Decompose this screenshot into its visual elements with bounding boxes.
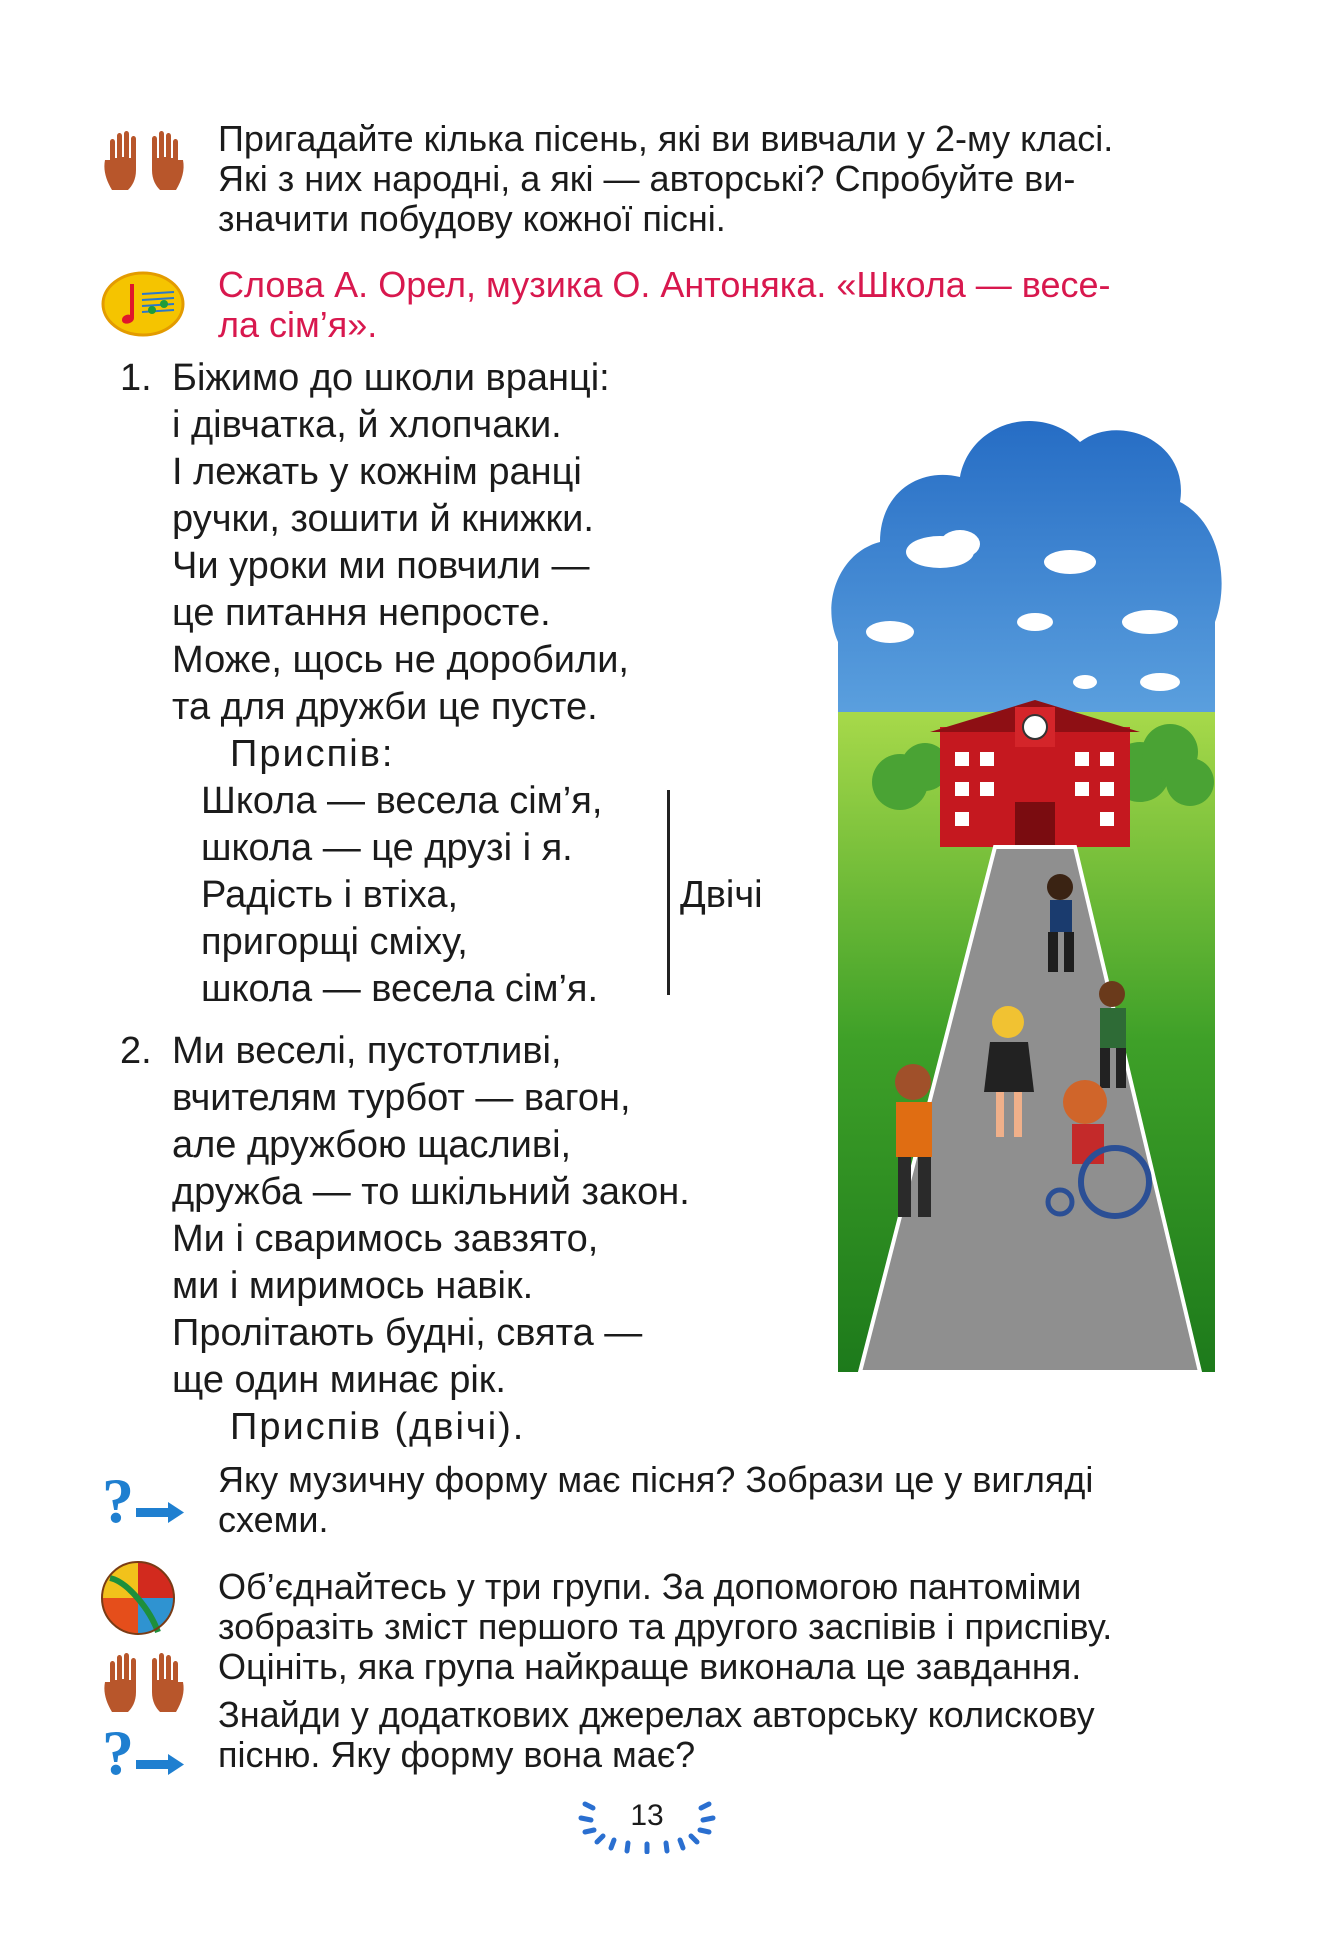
- verse-line: і дівчатка, й хлопчаки.: [172, 404, 562, 446]
- task-line: Об’єднайтесь у три групи. За допомогою пантоміми: [218, 1566, 1082, 1607]
- verse-number: 1.: [120, 357, 152, 399]
- verse-line: Чи уроки ми повчили —: [172, 545, 590, 587]
- intro-line: Які з них народні, а які — авторські? Спробуйте ви-: [218, 158, 1076, 199]
- verse-line: Може, щось не доробили,: [172, 639, 629, 681]
- chorus: [201, 778, 602, 1013]
- verse-line: ми і миримось навік.: [172, 1265, 534, 1307]
- song-credit-line: ла сім’я».: [218, 304, 378, 345]
- chorus-ref: Приспів (двічі).: [230, 1406, 526, 1448]
- verse-number: 2.: [120, 1030, 152, 1072]
- chorus-line: школа — це друзі і я.: [201, 827, 573, 869]
- verse-line: І лежать у кожнім ранці: [172, 451, 582, 493]
- verse-line: Біжимо до школи вранці:: [172, 357, 610, 399]
- page-number: 13: [630, 1799, 664, 1832]
- task-line: пісню. Яку форму вона має?: [218, 1734, 696, 1775]
- verse-line: Ми веселі, пустотливі,: [172, 1030, 562, 1072]
- hands-icon: [100, 1652, 188, 1714]
- chorus-line: Радість і втіха,: [201, 874, 459, 916]
- chorus-title: Приспів:: [230, 733, 395, 775]
- task-line: Оцініть, яка група найкраще виконала це завдання.: [218, 1646, 1082, 1687]
- task-line: Знайди у додаткових джерелах авторську колискову: [218, 1694, 1095, 1735]
- task-line: Яку музичну форму має пісня? Зобрази це у вигляді: [218, 1459, 1094, 1500]
- school-illustration: [820, 382, 1232, 1372]
- verse-line: Пролітають будні, свята —: [172, 1312, 643, 1354]
- verse-line: вчителям турбот — вагон,: [172, 1077, 631, 1119]
- ball-icon: [100, 1560, 176, 1636]
- chorus-line: пригорщі сміху,: [201, 921, 468, 963]
- task-1: [218, 1460, 1218, 1540]
- intro-line: Пригадайте кілька пісень, які ви вивчали у 2-му класі.: [218, 118, 1114, 159]
- svg-text:?: ?: [102, 1720, 134, 1784]
- repeat-label: Двічі: [680, 874, 763, 916]
- song-credit: [218, 265, 1218, 345]
- hands-icon: [100, 130, 188, 192]
- verse-line: Ми і сваримось завзято,: [172, 1218, 599, 1260]
- verse-line: але дружбою щасливі,: [172, 1124, 572, 1166]
- task-3: [218, 1695, 1218, 1775]
- intro-text: [218, 119, 1218, 239]
- question-arrow-icon: [100, 1720, 186, 1784]
- chorus-line: школа — весела сім’я.: [201, 968, 599, 1010]
- task-line: схеми.: [218, 1499, 329, 1540]
- intro-line: значити побудову кожної пісні.: [218, 198, 726, 239]
- song-credit-line: Слова А. Орел, музика О. Антоняка. «Школа — весе-: [218, 264, 1111, 305]
- svg-text:?: ?: [102, 1468, 134, 1532]
- chorus-line: Школа — весела сім’я,: [201, 780, 603, 822]
- task-2: [218, 1567, 1218, 1687]
- task-line: зобразіть зміст першого та другого заспівів і приспіву.: [218, 1606, 1113, 1647]
- verse-line: ручки, зошити й книжки.: [172, 498, 594, 540]
- chorus-bracket: [667, 790, 670, 995]
- verse-line: це питання непросте.: [172, 592, 551, 634]
- verse-line: ще один минає рік.: [172, 1359, 506, 1401]
- music-note-icon: [100, 270, 186, 338]
- verse-line: дружба — то шкільний закон.: [172, 1171, 690, 1213]
- verse-line: та для дружби це пусте.: [172, 686, 598, 728]
- question-arrow-icon: [100, 1468, 186, 1532]
